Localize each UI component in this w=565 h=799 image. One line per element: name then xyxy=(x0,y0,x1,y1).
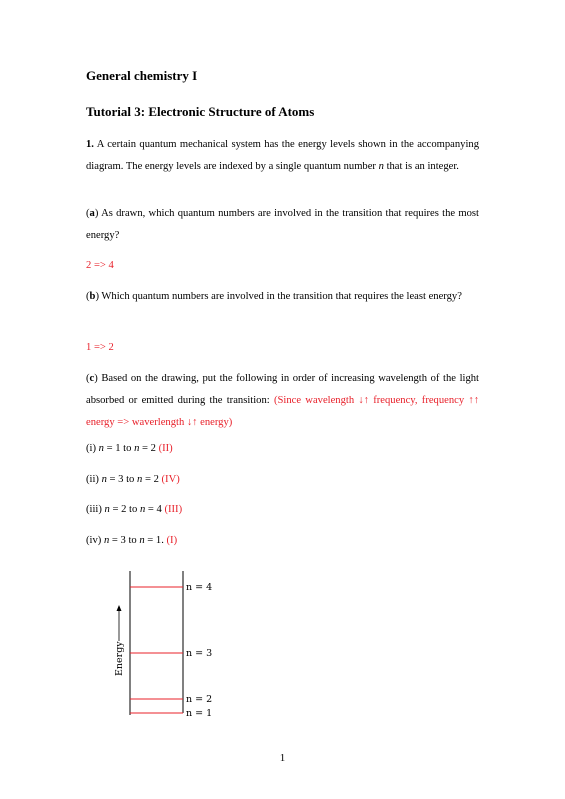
question-text-part2: that is an integer. xyxy=(383,161,459,172)
question-b: (b) Which quantum numbers are involved in the transition that requires the least energy? xyxy=(86,291,462,302)
question-a: (a) As drawn, which quantum numbers are involved in the transition that requires the most energy? xyxy=(86,208,479,241)
rank-label: (IV) xyxy=(161,474,180,485)
rank-label: (II) xyxy=(158,443,173,454)
energy-arrow-icon xyxy=(117,605,122,611)
part-c-text: Based on the drawing, put the following in order of increasing wavelength of the light absorbed or emitted during the transition: xyxy=(86,373,479,406)
part-a-text: As drawn, which quantum numbers are involved in the transition that requires the most energy? xyxy=(86,208,479,241)
level-label-n3: n = 3 xyxy=(186,648,213,659)
question-c: (c) Based on the drawing, put the following in order of increasing wavelength of the light absorbed or emitted during the transition: (Since wavelength ↓↑ frequency, frequency ↑↑ energy => waverlength ↓↑ energy) xyxy=(86,373,480,428)
page-number: 1 xyxy=(279,752,286,764)
question-1 xyxy=(86,134,479,178)
document-heading: General chemistry I xyxy=(86,68,198,83)
part-a-label: a xyxy=(89,208,95,219)
question-text-part1: A certain quantum mechanical system has the energy levels shown in the accompanying diagram. The energy levels are indexed by a single quantum number xyxy=(86,139,479,172)
rank-label: (III) xyxy=(164,504,183,515)
tutorial-title: Tutorial 3: Electronic Structure of Atoms xyxy=(86,104,315,119)
energy-axis-label: Energy xyxy=(114,641,125,676)
energy-level-diagram xyxy=(100,565,240,725)
transition-item-4: (iv) n = 3 to n = 1. (I) xyxy=(86,535,178,546)
rank-label: (I) xyxy=(166,535,178,546)
level-label-n4: n = 4 xyxy=(186,582,213,593)
transition-item-3: (iii) n = 2 to n = 4 (III) xyxy=(86,504,183,515)
quantum-number-symbol: n xyxy=(378,161,384,172)
level-label-n1: n = 1 xyxy=(186,708,213,719)
wavelength-note: (Since wavelength ↓↑ frequency, frequency ↑↑ energy => waverlength ↓↑ energy) xyxy=(86,395,480,428)
question-number: 1. xyxy=(86,139,94,150)
answer-b: 1 => 2 xyxy=(86,342,114,353)
transition-item-1: (i) n = 1 to n = 2 (II) xyxy=(86,443,173,454)
part-b-text: Which quantum numbers are involved in the transition that requires the least energy? xyxy=(98,291,462,302)
part-c-label: c xyxy=(89,373,95,384)
transition-item-2: (ii) n = 3 to n = 2 (IV) xyxy=(86,474,180,485)
part-b-label: b xyxy=(89,291,96,302)
answer-a: 2 => 4 xyxy=(86,260,114,271)
level-label-n2: n = 2 xyxy=(186,694,213,705)
